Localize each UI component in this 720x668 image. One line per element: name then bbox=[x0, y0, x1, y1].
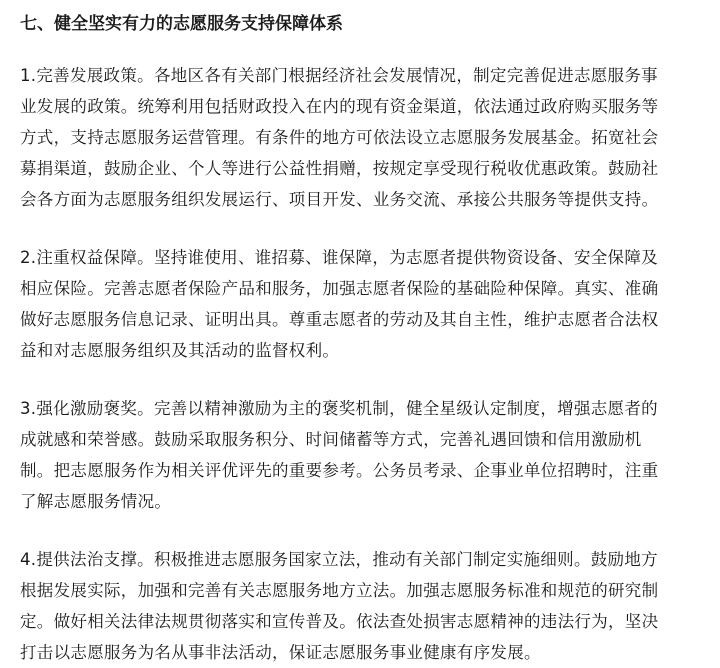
paragraph-line: 益和对志愿服务组织及其活动的监督权利。 bbox=[20, 341, 340, 360]
paragraph-line: 相应保险。完善志愿者保险产品和服务，加强志愿者保险的基础险种保障。真实、准确 bbox=[20, 279, 659, 298]
paragraph-line: 会各方面为志愿服务组织发展运行、项目开发、业务交流、承接公共服务等提供支持。 bbox=[20, 190, 659, 209]
paragraph-line: 业发展的政策。统筹利用包括财政投入在内的现有资金渠道，依法通过政府购买服务等 bbox=[20, 97, 659, 116]
section-title: 七、健全坚实有力的志愿服务支持保障体系 bbox=[20, 14, 343, 34]
paragraph-line: 制。把志愿服务作为相关评优评先的重要参考。公务员考录、企事业单位招聘时，注重 bbox=[20, 461, 659, 480]
paragraph-line: 定。做好相关法律法规贯彻落实和宣传普及。依法查处损害志愿精神的违法行为，坚决 bbox=[20, 612, 659, 631]
paragraph-line: 了解志愿服务情况。 bbox=[20, 492, 172, 511]
paragraph-line: 方式，支持志愿服务运营管理。有条件的地方可依法设立志愿服务发展基金。拓宽社会 bbox=[20, 128, 659, 147]
paragraph-line: 根据发展实际，加强和完善有关志愿服务地方立法。加强志愿服务标准和规范的研究制 bbox=[20, 581, 659, 600]
paragraph-line: 成就感和荣誉感。鼓励采取服务积分、时间储蓄等方式，完善礼遇回馈和信用激励机 bbox=[20, 430, 642, 449]
paragraph-legal bbox=[20, 544, 706, 668]
paragraph-incentives bbox=[20, 393, 706, 517]
paragraph-line: 打击以志愿服务为名从事非法活动，保证志愿服务事业健康有序发展。 bbox=[20, 643, 541, 662]
paragraph-rights bbox=[20, 242, 706, 366]
paragraph-line: 4.提供法治支撑。积极推进志愿服务国家立法，推动有关部门制定实施细则。鼓励地方 bbox=[20, 550, 658, 569]
paragraph-line: 1.完善发展政策。各地区各有关部门根据经济社会发展情况，制定完善促进志愿服务事 bbox=[20, 66, 658, 85]
paragraph-line: 做好志愿服务信息记录、证明出具。尊重志愿者的劳动及其自主性，维护志愿者合法权 bbox=[20, 310, 659, 329]
paragraph-line: 2.注重权益保障。坚持谁使用、谁招募、谁保障，为志愿者提供物资设备、安全保障及 bbox=[20, 248, 658, 267]
paragraph-policy bbox=[20, 60, 706, 215]
paragraph-line: 3.强化激励褒奖。完善以精神激励为主的褒奖机制，健全星级认定制度，增强志愿者的 bbox=[20, 399, 658, 418]
paragraph-line: 募捐渠道，鼓励企业、个人等进行公益性捐赠，按规定享受现行税收优惠政策。鼓励社 bbox=[20, 159, 659, 178]
